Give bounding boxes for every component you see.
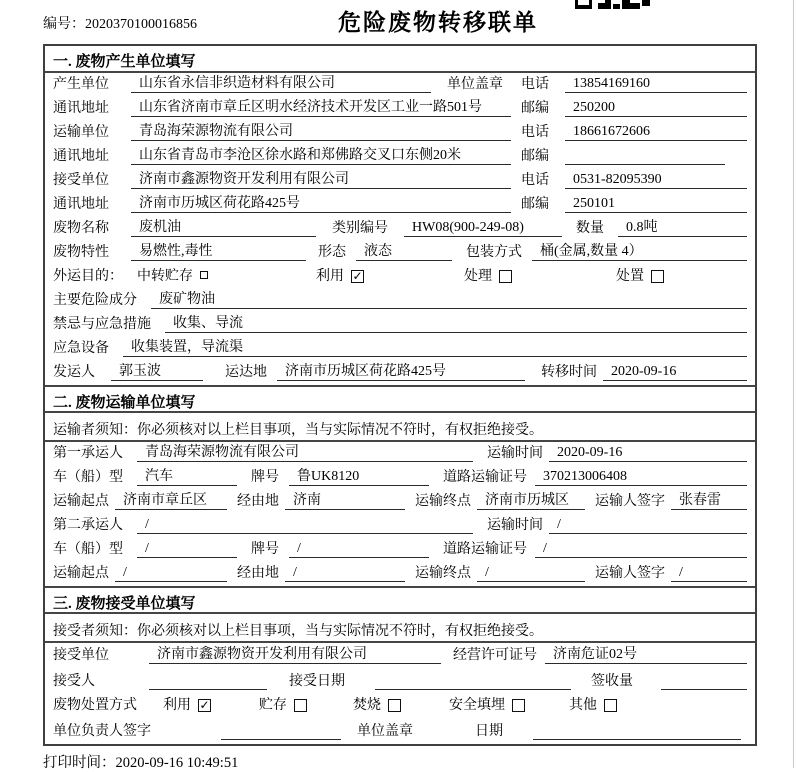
address-label: 通讯地址 [53, 149, 109, 164]
plate-label: 牌号 [251, 542, 279, 557]
destination-label: 运达地 [225, 365, 267, 380]
emergency-measures-label: 禁忌与应急措施 [53, 317, 151, 332]
acceptor-value [149, 673, 267, 690]
waste-name-value: 废机油 [131, 216, 316, 237]
transport-time-value: / [549, 517, 747, 534]
dispatcher-label: 发运人 [53, 365, 95, 380]
via-label: 经由地 [237, 494, 279, 509]
category-value: HW08(900-249-08) [404, 220, 562, 237]
vehicle-type-label: 车（船）型 [53, 542, 123, 557]
qr-code-fragment-icon [575, 0, 651, 10]
generator-zip-value: 250200 [565, 100, 747, 117]
plate-value: / [289, 541, 429, 558]
checkbox-group-other [569, 694, 617, 714]
phone-label: 电话 [521, 77, 549, 92]
transport-time-label: 运输时间 [487, 446, 543, 461]
operation-license-label: 经营许可证号 [453, 648, 537, 664]
checkbox-group-utilize [163, 694, 211, 714]
section2-header: 二. 废物运输单位填写 [45, 385, 755, 413]
quantity-value: 0.8吨 [618, 216, 747, 237]
acceptor-row [45, 668, 755, 693]
packing-value: 桶(金属,数量 4） [532, 240, 747, 261]
checkbox-group-treat [464, 265, 512, 285]
transfer-purpose-label: 外运目的： [53, 269, 123, 284]
checkbox-label: 其他 [569, 698, 597, 714]
vehicle-type-label: 车（船）型 [53, 470, 123, 485]
zip-label: 邮编 [521, 197, 549, 212]
operation-license-value: 济南危证02号 [545, 643, 747, 664]
route-row-2 [45, 562, 755, 586]
route-start-value: 济南市章丘区 [115, 489, 227, 510]
generator-address-row [45, 97, 755, 121]
route-end-value: 济南市历城区 [477, 489, 585, 510]
receive-date-value [375, 673, 571, 690]
doc-number-value: 2020370100016856 [85, 17, 197, 32]
checkbox-icon [294, 699, 307, 712]
checkbox-group-incinerate [353, 694, 401, 714]
transport-time-value: 2020-09-16 [549, 445, 747, 462]
checkbox-label: 焚烧 [353, 698, 381, 714]
category-label: 类别编号 [332, 221, 388, 236]
page-edge-line [793, 0, 794, 768]
emergency-equipment-row [45, 337, 755, 361]
receiver-unit-value: 济南市鑫源物资开发利用有限公司 [131, 168, 511, 189]
checkbox-label: 安全填埋 [449, 698, 505, 714]
form-label: 形态 [318, 245, 346, 260]
transporter-address-value: 山东省青岛市李沧区徐水路和郑佛路交叉口东侧20米 [131, 144, 511, 165]
road-license-label: 道路运输证号 [443, 542, 527, 557]
generator-unit-label: 产生单位 [53, 77, 109, 92]
packing-label: 包装方式 [466, 245, 522, 260]
dispatch-row [45, 361, 755, 385]
emergency-equipment-value: 收集装置，导流渠 [123, 336, 747, 357]
date-value [533, 723, 741, 740]
plate-value: 鲁UK8120 [289, 465, 429, 486]
checkbox-icon [512, 699, 525, 712]
print-time-label: 打印时间： [43, 755, 116, 771]
waste-name-row [45, 217, 755, 241]
checkbox-label: 处理 [464, 269, 492, 284]
acceptor-label: 接受人 [53, 673, 95, 689]
main-hazard-label: 主要危险成分 [53, 293, 137, 308]
print-time [43, 751, 238, 772]
transport-time-label: 运输时间 [487, 518, 543, 533]
waste-name-label: 废物名称 [53, 221, 109, 236]
checkbox-label: 利用 [163, 698, 191, 714]
checkbox-checked-icon: ✓ [352, 269, 363, 283]
vehicle-type-value: / [137, 541, 237, 558]
transporter-unit-row [45, 121, 755, 145]
destination-value: 济南市历城区荷花路425号 [277, 360, 525, 381]
second-carrier-value: / [137, 517, 473, 534]
responsible-sign-label: 单位负责人签字 [53, 724, 151, 739]
route-start-label: 运输起点 [53, 494, 109, 509]
transporter-notice: 运输者须知：你必须核对以上栏目事项，当与实际情况不符时，有权拒绝接受。 [45, 413, 755, 442]
responsible-signature-row [45, 719, 755, 744]
carrier-sign-value: 张春雷 [671, 489, 747, 510]
checkbox-group-utilize [316, 265, 364, 285]
road-license-label: 道路运输证号 [443, 470, 527, 485]
receive-date-label: 接受日期 [289, 673, 345, 689]
checkbox-group-transit-storage [137, 265, 208, 285]
receiver-unit-row [45, 169, 755, 193]
transporter-phone-value: 18661672606 [565, 124, 747, 141]
checkbox-label: 处置 [616, 269, 644, 284]
emergency-equipment-label: 应急设备 [53, 341, 109, 356]
via-value: / [285, 565, 405, 582]
doc-number-label: 编号： [43, 17, 85, 32]
dispatcher-value: 郭玉波 [111, 360, 203, 381]
checkbox-label: 中转贮存 [137, 269, 193, 284]
via-value: 济南 [285, 489, 405, 510]
route-start-label: 运输起点 [53, 566, 109, 581]
first-carrier-row [45, 442, 755, 466]
emergency-measures-row [45, 313, 755, 337]
receiver-zip-value: 250101 [565, 196, 747, 213]
second-carrier-label: 第二承运人 [53, 518, 123, 533]
vehicle-type-value: 汽车 [137, 465, 237, 486]
transfer-purpose-row [45, 265, 755, 289]
receiver-address-row [45, 193, 755, 217]
receiver-address-value: 济南市历城区荷花路425号 [131, 192, 511, 213]
route-start-value: / [115, 565, 227, 582]
checkbox-group-landfill [449, 694, 525, 714]
section1-header: 一. 废物产生单位填写 [45, 46, 755, 73]
receive-unit-value: 济南市鑫源物资开发利用有限公司 [149, 643, 441, 664]
disposal-method-row [45, 694, 755, 719]
vehicle-row-2 [45, 538, 755, 562]
waste-property-row [45, 241, 755, 265]
signed-amount-label: 签收量 [591, 673, 633, 689]
carrier-sign-label: 运输人签字 [595, 566, 665, 581]
transporter-unit-value: 青岛海荣源物流有限公司 [131, 120, 511, 141]
checkbox-label: 贮存 [259, 698, 287, 714]
checkbox-icon [388, 699, 401, 712]
checkbox-icon [200, 271, 208, 279]
zip-label: 邮编 [521, 101, 549, 116]
page-title: 危险废物转移联单 [338, 10, 538, 35]
unit-seal-label: 单位盖章 [357, 724, 413, 739]
vehicle-row-1 [45, 466, 755, 490]
disposal-method-label: 废物处置方式 [53, 698, 137, 714]
waste-property-value: 易燃性,毒性 [131, 240, 306, 261]
route-end-label: 运输终点 [415, 494, 471, 509]
receiver-notice: 接受者须知：你必须核对以上栏目事项，当与实际情况不符时，有权拒绝接受。 [45, 614, 755, 643]
checkbox-icon [604, 699, 617, 712]
signed-amount-value [661, 673, 747, 690]
address-label: 通讯地址 [53, 101, 109, 116]
road-license-value: 370213006408 [535, 469, 747, 486]
checkbox-group-storage [259, 694, 307, 714]
phone-label: 电话 [521, 173, 549, 188]
via-label: 经由地 [237, 566, 279, 581]
route-end-value: / [477, 565, 585, 582]
section3-header: 三. 废物接受单位填写 [45, 586, 755, 614]
receiver-unit-label: 接受单位 [53, 173, 109, 188]
receive-unit-label: 接受单位 [53, 648, 109, 664]
transfer-time-label: 转移时间 [541, 365, 597, 380]
transporter-zip-value [565, 148, 725, 165]
first-carrier-value: 青岛海荣源物流有限公司 [137, 441, 473, 462]
route-end-label: 运输终点 [415, 566, 471, 581]
receive-unit-row [45, 643, 755, 668]
form-value: 液态 [356, 240, 452, 261]
responsible-sign-value [221, 723, 341, 740]
emergency-measures-value: 收集、导流 [165, 312, 747, 333]
address-label: 通讯地址 [53, 197, 109, 212]
main-hazard-row [45, 289, 755, 313]
transfer-time-value: 2020-09-16 [603, 364, 747, 381]
generator-unit-row [45, 73, 755, 97]
quantity-label: 数量 [576, 221, 604, 236]
main-hazard-value: 废矿物油 [151, 288, 747, 309]
carrier-sign-label: 运输人签字 [595, 494, 665, 509]
checkbox-icon [651, 270, 664, 283]
road-license-value: / [535, 541, 747, 558]
generator-address-value: 山东省济南市章丘区明水经济技术开发区工业一路501号 [131, 96, 511, 117]
first-carrier-label: 第一承运人 [53, 446, 123, 461]
transporter-unit-label: 运输单位 [53, 125, 109, 140]
receiver-phone-value: 0531-82095390 [565, 172, 747, 189]
print-time-value: 2020-09-16 10:49:51 [115, 755, 239, 771]
plate-label: 牌号 [251, 470, 279, 485]
route-row-1 [45, 490, 755, 514]
transporter-address-row [45, 145, 755, 169]
carrier-sign-value: / [671, 565, 747, 582]
checkbox-checked-icon: ✓ [199, 698, 210, 713]
waste-property-label: 废物特性 [53, 245, 109, 260]
generator-phone-value: 13854169160 [565, 76, 747, 93]
checkbox-group-dispose [616, 265, 664, 285]
checkbox-icon [499, 270, 512, 283]
manifest-table [43, 44, 757, 746]
checkbox-label: 利用 [316, 269, 344, 284]
phone-label: 电话 [521, 125, 549, 140]
date-label: 日期 [475, 724, 503, 739]
zip-label: 邮编 [521, 149, 549, 164]
generator-unit-value: 山东省永信非织造材料有限公司 [131, 72, 431, 93]
unit-seal-label: 单位盖章 [447, 77, 503, 92]
second-carrier-row [45, 514, 755, 538]
